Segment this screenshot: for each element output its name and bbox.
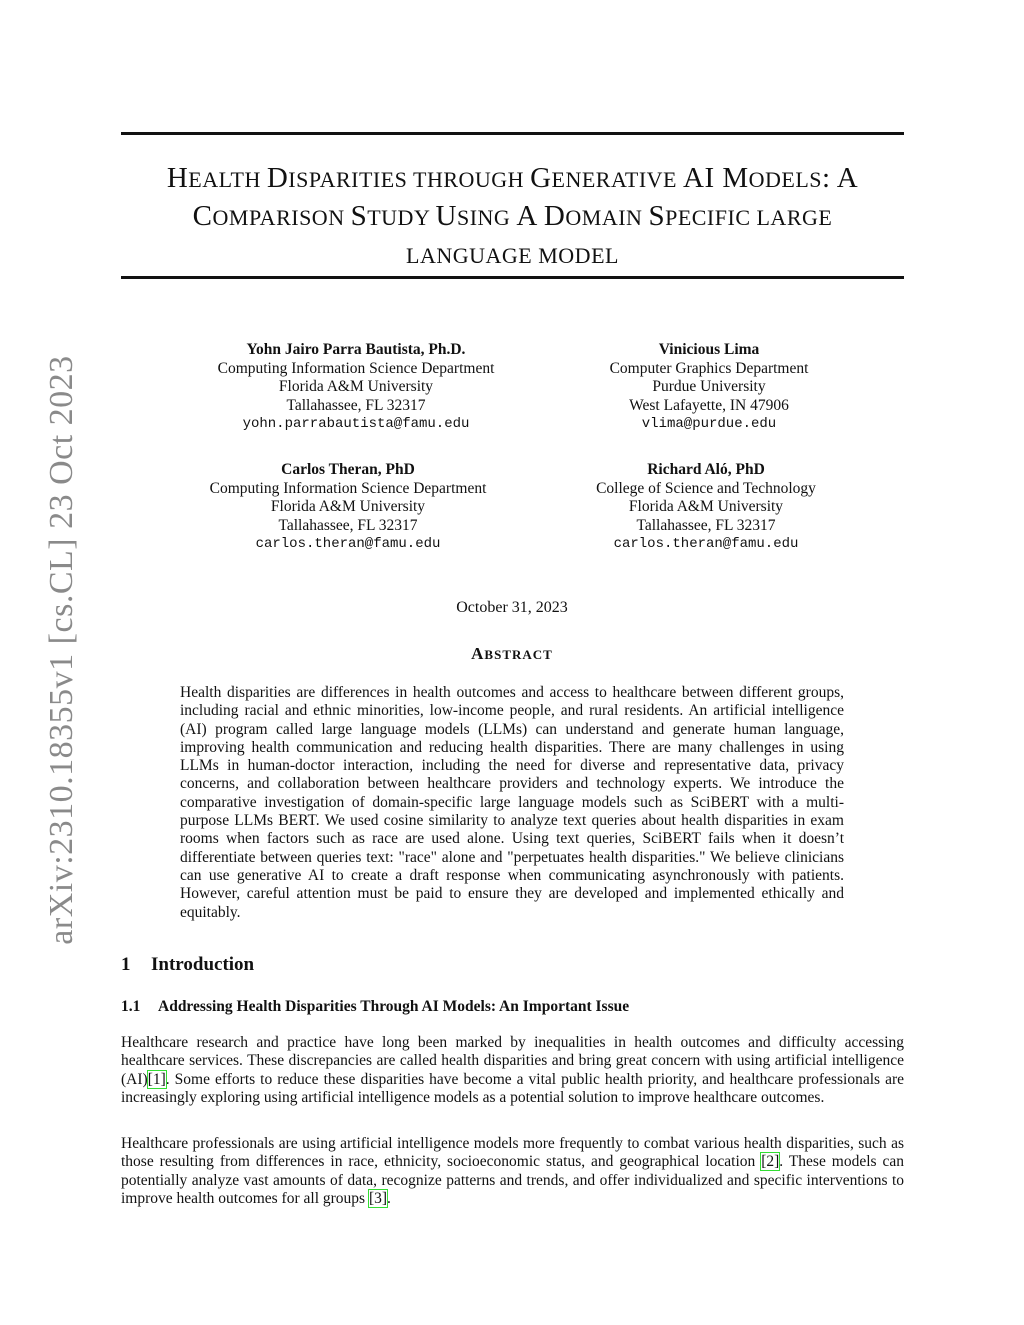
author-dept: Computing Information Science Department xyxy=(209,479,487,497)
abstract-heading: ABSTRACT xyxy=(471,644,553,663)
author-name: Yohn Jairo Parra Bautista, Ph.D. xyxy=(246,341,466,358)
author-name: Richard Aló, PhD xyxy=(647,461,765,478)
author-block-4 xyxy=(566,461,846,554)
citation-link[interactable]: [3] xyxy=(368,1189,388,1207)
subsection-heading: 1.1 Addressing Health Disparities Through AI Models: An Important Issue xyxy=(121,998,630,1015)
author-dept: Computer Graphics Department xyxy=(609,359,809,377)
author-block-2 xyxy=(569,341,849,434)
author-email[interactable]: yohn.parrabautista@famu.edu xyxy=(242,416,470,432)
citation-link[interactable]: [1] xyxy=(147,1070,166,1088)
section-heading: 1 Introduction xyxy=(121,954,255,975)
title-top-rule xyxy=(121,132,904,135)
author-email[interactable]: carlos.theran@famu.edu xyxy=(255,536,441,552)
paper-date: October 31, 2023 xyxy=(456,599,568,616)
author-dept: College of Science and Technology xyxy=(596,479,816,497)
author-block-3 xyxy=(180,461,516,554)
title-bottom-rule xyxy=(121,276,904,279)
author-univ: Purdue University xyxy=(652,378,766,395)
author-city: West Lafayette, IN 47906 xyxy=(629,396,789,414)
author-dept: Computing Information Science Department xyxy=(217,359,495,377)
intro-paragraph-2: Healthcare professionals are using artificial intelligence models more frequently to combat various health disparities, such as those resulting from differences in race, ethnicity, socioeconomic status, and geographical location [2]. These models can potentially analyze vast amounts of data, recognize patterns and trends, and offer individualized and specific interventions to improve health outcomes for all groups [3]. xyxy=(121,1135,904,1207)
author-name: Vinicious Lima xyxy=(658,341,760,358)
intro-paragraph-1: Healthcare research and practice have long been marked by inequalities in health outcomes and difficulty accessing healthcare services. These discrepancies are called health disparities and bring great concern with using artificial intelligence (AI)[1]. Some efforts to reduce these disparities have become a vital public health priority, and healthcare professionals are increasingly exploring using artificial intelligence models as a potential solution to improve healthcare outcomes. xyxy=(121,1034,904,1106)
abstract-text: Health disparities are differences in health outcomes and access to healthcare between different groups, including racial and ethnic minorities, low-income people, and rural residents. An artificial intelligence (AI) program called large language models (LLMs) can understand and generate human language, improving health communication and reducing health disparities. There are many challenges in using LLMs in human-doctor interaction, including the need for diverse and representative data, privacy concerns, and collaboration between healthcare providers and technology experts. We introduce the comparative investigation of domain-specific large language models such as SciBERT with a multi-purpose LLMs BERT. We used cosine similarity to analyze text queries about health disparities in exam rooms when factors such as race are used alone. Using text queries, SciBERT fails when it doesn’t differentiate between queries text: "race" alone and "perpetuates health disparities." We believe clinicians can use generative AI to create a draft response when communicating asynchronously with patients. However, careful attention must be paid to ensure they are developed and implemented ethically and equitably. xyxy=(180,684,844,921)
author-univ: Florida A&M University xyxy=(628,498,784,515)
citation-link[interactable]: [2] xyxy=(761,1153,780,1171)
title-line-3: LANGUAGE MODEL xyxy=(406,243,619,268)
arxiv-sidebar-stamp: arXiv:2310.18355v1 [cs.CL] 23 Oct 2023 xyxy=(43,355,80,945)
author-email[interactable]: vlima@purdue.edu xyxy=(641,416,777,432)
title-line-1: HEALTH DISPARITIES THROUGH GENERATIVE AI MODELS: A xyxy=(166,162,859,194)
author-name: Carlos Theran, PhD xyxy=(281,461,415,478)
author-city: Tallahassee, FL 32317 xyxy=(278,516,418,534)
title-line-2: COMPARISON STUDY USING A DOMAIN SPECIFIC LARGE xyxy=(192,200,833,232)
author-email[interactable]: carlos.theran@famu.edu xyxy=(613,536,799,552)
author-city: Tallahassee, FL 32317 xyxy=(286,396,426,414)
author-univ: Florida A&M University xyxy=(278,378,434,395)
paper-title xyxy=(121,160,904,274)
author-univ: Florida A&M University xyxy=(270,498,426,515)
author-block-1 xyxy=(180,341,532,434)
author-city: Tallahassee, FL 32317 xyxy=(636,516,776,534)
